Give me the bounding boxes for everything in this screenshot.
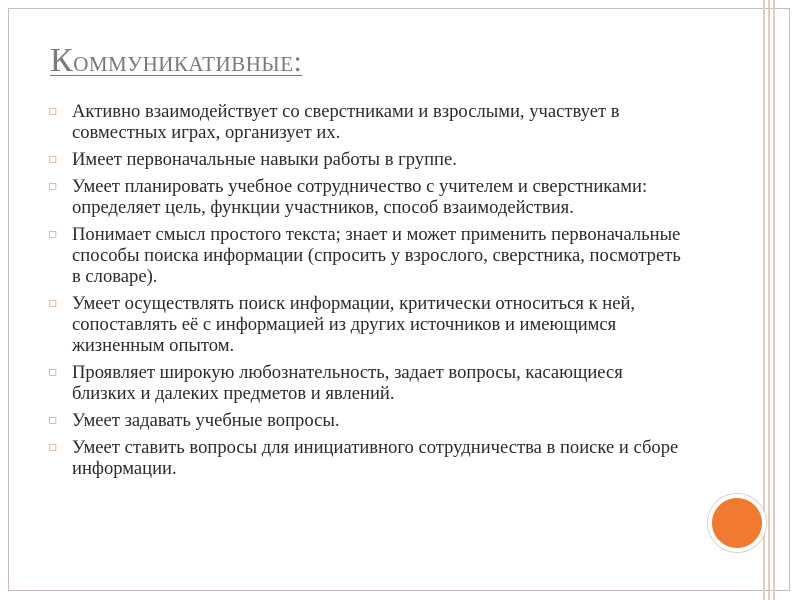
bullet-square-icon: ▫ (48, 226, 58, 242)
bullet-item (48, 362, 688, 404)
bullet-square-icon: ▫ (48, 439, 58, 455)
decorative-stripe (763, 0, 765, 600)
slide-title: Коммуникативные: (50, 42, 303, 79)
decorative-circle (712, 498, 762, 548)
bullet-text: Активно взаимодействует со сверстниками и взрослыми, участвует в совместных играх, организует их. (72, 101, 620, 143)
bullet-square-icon: ▫ (48, 412, 58, 428)
bullet-list (48, 101, 688, 485)
bullet-item (48, 410, 688, 431)
bullet-item (48, 176, 688, 218)
decorative-stripe (768, 0, 770, 600)
decorative-stripe (773, 0, 775, 600)
bullet-text: Имеет первоначальные навыки работы в группе. (72, 149, 457, 170)
bullet-text: Умеет задавать учебные вопросы. (72, 410, 340, 431)
bullet-text: Умеет ставить вопросы для инициативного сотрудничества в поиске и сборе информации. (72, 437, 679, 479)
bullet-item (48, 293, 688, 356)
bullet-square-icon: ▫ (48, 103, 58, 119)
bullet-square-icon: ▫ (48, 364, 58, 380)
bullet-text: Умеет осуществлять поиск информации, критически относиться к ней, сопоставлять её с информацией из других источников и имеющимся жизненным опытом. (72, 293, 636, 356)
bullet-item (48, 149, 688, 170)
bullet-text: Понимает смысл простого текста; знает и может применить первоначальные способы поиска информации (спросить у взрослого, сверстника, посмотреть в словаре). (72, 224, 681, 287)
bullet-square-icon: ▫ (48, 151, 58, 167)
bullet-item (48, 224, 688, 287)
bullet-text: Проявляет широкую любознательность, задает вопросы, касающиеся близких и далеких предметов и явлений. (72, 362, 623, 404)
bullet-square-icon: ▫ (48, 295, 58, 311)
bullet-item (48, 101, 688, 143)
bullet-square-icon: ▫ (48, 178, 58, 194)
bullet-text: Умеет планировать учебное сотрудничество с учителем и сверстниками: определяет цель, функции участников, способ взаимодействия. (72, 176, 648, 218)
bullet-item (48, 437, 688, 479)
